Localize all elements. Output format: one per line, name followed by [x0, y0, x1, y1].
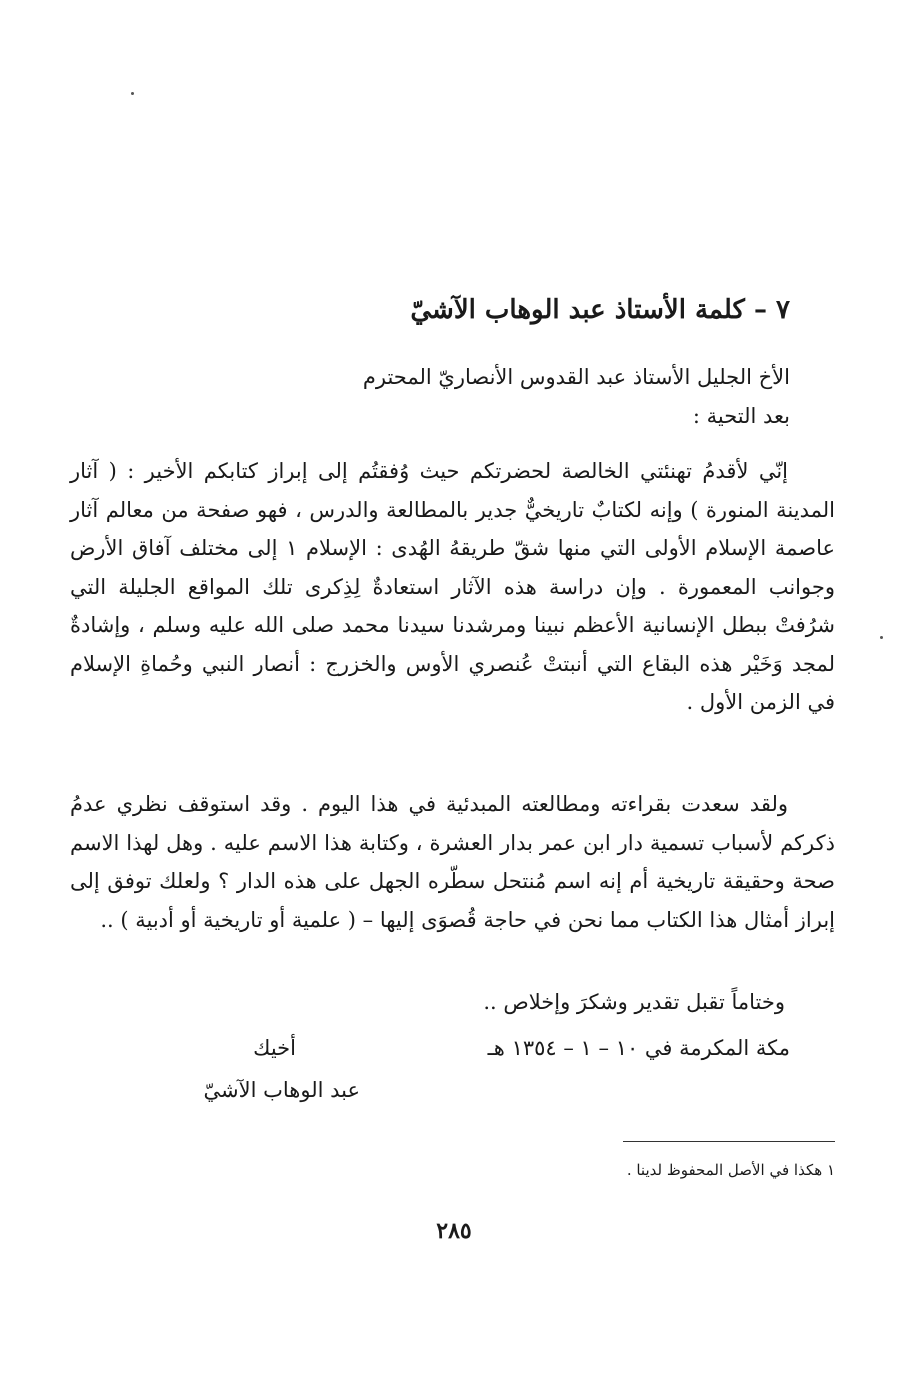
letter-closing-line: وختاماً تقبل تقدير وشكرَ وإخلاص .. [483, 990, 785, 1014]
signature-name: عبد الوهاب الآشيّ [203, 1078, 360, 1102]
letter-paragraph-1: إنّي لأقدمُ تهنئتي الخالصة لحضرتكم حيث وُفقتُم إلى إبراز كتابكم الأخير : ( آثار المدينة المنورة ) وإنه لكتابٌ تاريخيٌّ جدير بالمطالعة والدرس ، فهو صفحة من معالم آثار عاصمة الإسلام الأولى التي منها شقّ طريقهُ الهُدى : الإسلام ١ إلى مختلف آفاق الأرض وجوانب المعمورة . وإن دراسة هذه الآثار استعادةٌ لِذِكرى تلك المواقع الجليلة التي شرُفتْ ببطل الإنسانية الأعظم نبينا ومرشدنا سيدنا محمد صلى الله عليه وسلم ، وإشادةٌ لمجد وَخَيْر هذه البقاع التي أنبتتْ عُنصري الأوس والخزرج : أنصار النبي وحُماةِ الإسلام في الزمن الأول . [70, 459, 835, 714]
letter-paragraph-2: ولقد سعدت بقراءته ومطالعته المبدئية في هذا اليوم . وقد استوقف نظري عدمُ ذكركم لأسباب تسمية دار ابن عمر بدار العشرة ، وكتابة هذا الاسم عليه . وهل لهذا الاسم صحة وحقيقة تاريخية أم إنه اسم مُنتحل سطّره الجهل على هذه الدار ؟ ولعلك توفق إلى إبراز أمثال هذا الكتاب مما نحن في حاجة قُصوَى إليها – ( علمية أو تاريخية أو أدبية ) .. [70, 792, 835, 932]
signature-place-date: مكة المكرمة في ١٠ – ١ – ١٣٥٤ هـ [487, 1036, 790, 1060]
scan-speck [880, 636, 883, 639]
letter-addressee: الأخ الجليل الأستاذ عبد القدوس الأنصاريّ المحترم [362, 365, 790, 389]
footnote-divider [623, 1141, 835, 1142]
page-number: ٢٨٥ [436, 1218, 472, 1244]
scan-speck [131, 92, 134, 95]
letter-greeting: بعد التحية : [692, 404, 790, 428]
signature-closing: أخيك [253, 1036, 296, 1060]
section-heading: ٧ – كلمة الأستاذ عبد الوهاب الآشيّ [410, 295, 790, 325]
footnote: ١ هكذا في الأصل المحفوظ لدينا . [626, 1161, 835, 1179]
